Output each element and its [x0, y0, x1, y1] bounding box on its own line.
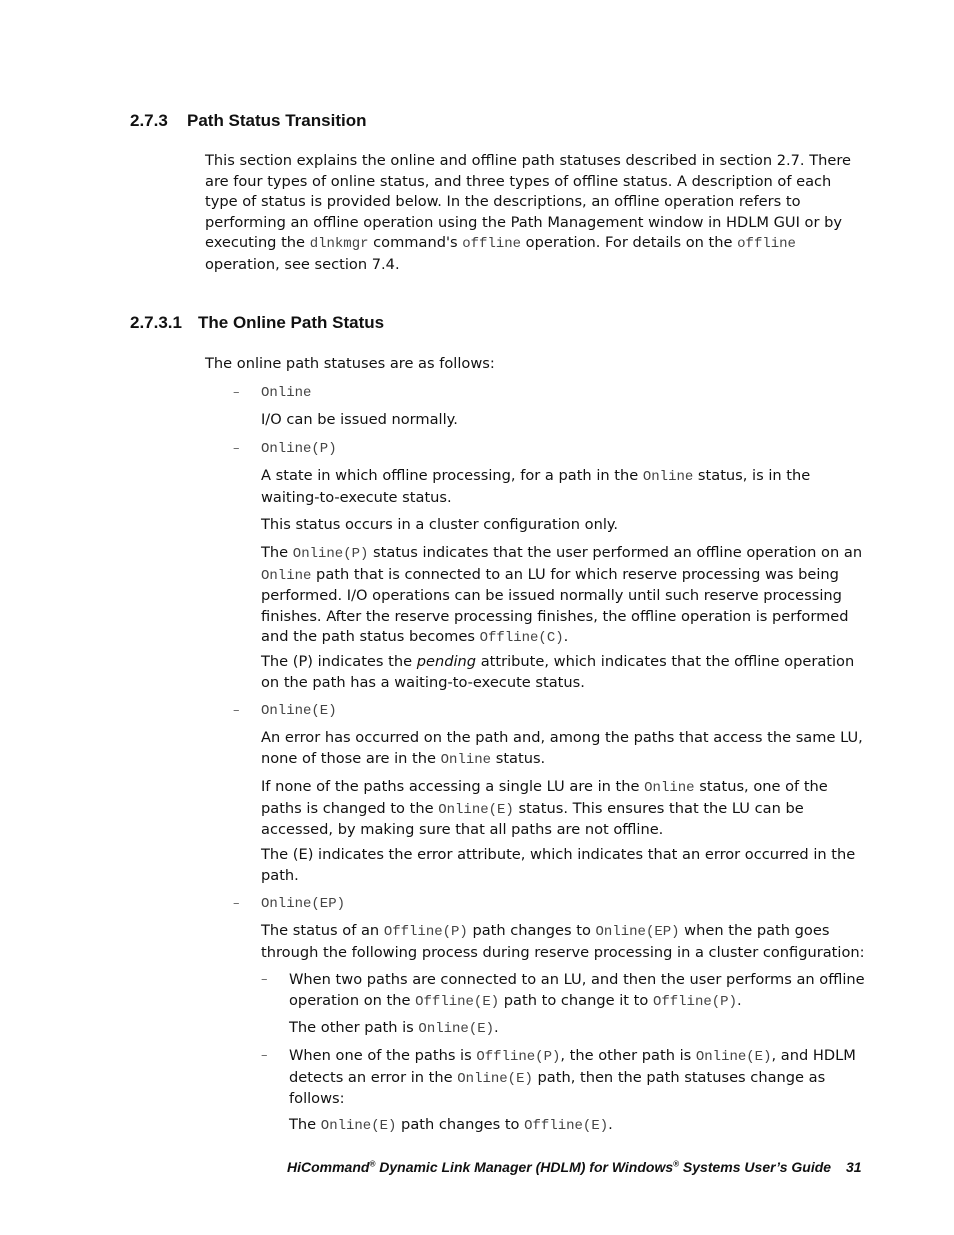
- term-online-ep: Online(EP): [261, 896, 346, 912]
- section-number: 2.7.3: [130, 111, 168, 130]
- intro-text: This section explains the online and offline path statuses described in section 2.7. There are four types of online status, and three types of offline status. A description of each type of status is provided below. In the descriptions, an offline operation refers to performing an offline operation using the Path Management window in HDLM GUI or by executing the: [205, 152, 852, 251]
- list-dash: –: [233, 896, 240, 911]
- online-e-para-2: If none of the paths accessing a single LU are in the Online status, one of the paths is changed to the Online(E) status. This ensures that the LU can be accessed, by making sure that all paths are not offline.: [261, 778, 828, 838]
- online-e-para-3: The (E) indicates the error attribute, which indicates that an error occurred in the path.: [261, 846, 856, 884]
- online-e-para-1: An error has occurred on the path and, among the paths that access the same LU, none of those are in the Online status.: [261, 729, 863, 768]
- code-offline: offline: [462, 236, 522, 252]
- lead-paragraph: The online path statuses are as follows:: [205, 355, 495, 372]
- intro-text: command's: [368, 234, 463, 251]
- code-offline: offline: [737, 236, 796, 252]
- intro-text: operation, see section 7.4.: [205, 255, 400, 273]
- online-ep-para-1: The status of an Offline(P) path changes to Online(EP) when the path goes through the following process during reserve processing in a cluster configuration:: [261, 922, 865, 961]
- online-p-para-4: The (P) indicates the pending attribute, which indicates that the offline operation on the path has a waiting-to-execute status.: [261, 653, 855, 691]
- term-online-p: Online(P): [261, 441, 337, 457]
- online-p-para-3: The Online(P) status indicates that the user performed an offline operation on an Online path that is connected to an LU for which reserve processing was being performed. I/O operations can be issued normally until such reserve processing finishes. After the reserve processing finishes, the offline operation is performed and the path status becomes Offline(C).: [261, 544, 863, 646]
- online-p-para-1: A state in which offline processing, for a path in the Online status, is in the waiting-to-execute status.: [261, 467, 811, 506]
- code-dlnkmgr: dlnkmgr: [309, 236, 369, 252]
- online-ep-step-1-note: The other path is Online(E).: [289, 1019, 499, 1037]
- online-ep-step-2: When one of the paths is Offline(P), the other path is Online(E), and HDLM detects an error in the Online(E) path, then the path statuses change as follows:: [289, 1047, 856, 1107]
- subsection-number: 2.7.3.1: [130, 313, 182, 332]
- intro-paragraph: [205, 151, 865, 275]
- list-dash: –: [233, 385, 240, 400]
- footer-title: HiCommand® Dynamic Link Manager (HDLM) for Windows® Systems User’s Guide: [287, 1159, 832, 1175]
- subsection-title: The Online Path Status: [198, 313, 385, 332]
- section-heading: [130, 111, 366, 131]
- sublist-dash: –: [261, 1048, 268, 1063]
- online-ep-step-2-note: The Online(E) path changes to Offline(E).: [289, 1116, 613, 1134]
- list-dash: –: [233, 441, 240, 456]
- sublist-dash: –: [261, 972, 268, 987]
- page-number: 31: [846, 1159, 862, 1175]
- subsection-heading: [130, 313, 384, 333]
- section-title: Path Status Transition: [187, 111, 367, 130]
- intro-text: operation. For details on the: [521, 234, 738, 251]
- online-desc: I/O can be issued normally.: [261, 411, 458, 428]
- list-dash: –: [233, 703, 240, 718]
- term-online: Online: [261, 385, 312, 401]
- term-online-e: Online(E): [261, 703, 337, 719]
- online-ep-step-1: When two paths are connected to an LU, and then the user performs an offline operation on the Offline(E) path to change it to Offline(P).: [289, 971, 865, 1010]
- online-p-para-2: This status occurs in a cluster configuration only.: [261, 516, 619, 533]
